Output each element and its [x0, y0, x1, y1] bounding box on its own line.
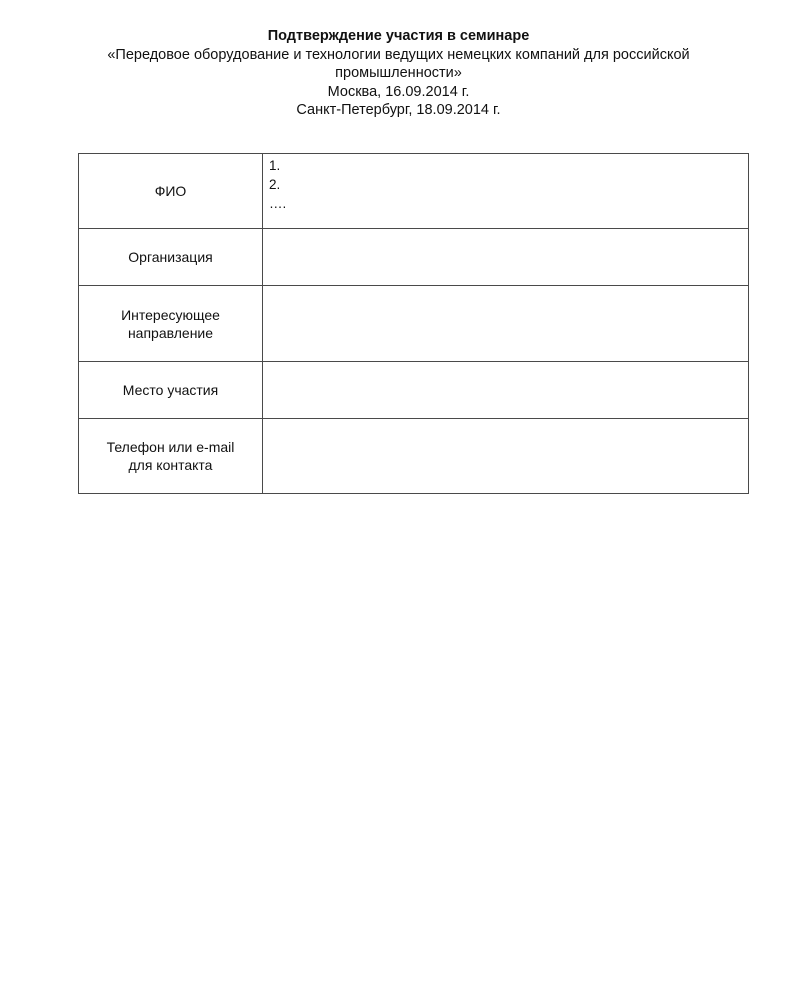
spb-date: Санкт-Петербург, 18.09.2014 г.	[296, 102, 501, 118]
direction-label-line-1: Интересующее	[121, 306, 220, 323]
fio-label: ФИО	[79, 154, 263, 229]
fio-line-1: 1.	[269, 158, 281, 173]
direction-label	[79, 286, 263, 362]
registration-form-table	[78, 153, 749, 494]
contact-label-line-1: Телефон или e-mail	[106, 439, 235, 455]
table-row-direction	[79, 286, 749, 362]
organization-label: Организация	[79, 229, 263, 286]
table-row-contact	[79, 419, 749, 494]
table-row-place	[79, 362, 749, 419]
place-field[interactable]	[263, 362, 749, 419]
organization-field[interactable]	[263, 229, 749, 286]
fio-line-more: ….	[269, 196, 287, 211]
fio-line-2: 2.	[269, 177, 281, 192]
contact-label	[79, 419, 263, 494]
direction-label-line-2: направление	[127, 324, 214, 341]
document-header	[0, 27, 797, 120]
seminar-name: «Передовое оборудование и технологии ведущих немецких компаний для российской промышленности»	[107, 46, 690, 81]
contact-field[interactable]	[263, 419, 749, 494]
document-title: Подтверждение участия в семинаре	[267, 28, 530, 44]
table-row-fio	[79, 154, 749, 229]
place-label: Место участия	[79, 362, 263, 419]
fio-field[interactable]	[263, 154, 749, 229]
contact-label-line-2: для контакта	[128, 457, 213, 473]
direction-field[interactable]	[263, 286, 749, 362]
table-row-organization	[79, 229, 749, 286]
moscow-date: Москва, 16.09.2014 г.	[327, 83, 470, 100]
